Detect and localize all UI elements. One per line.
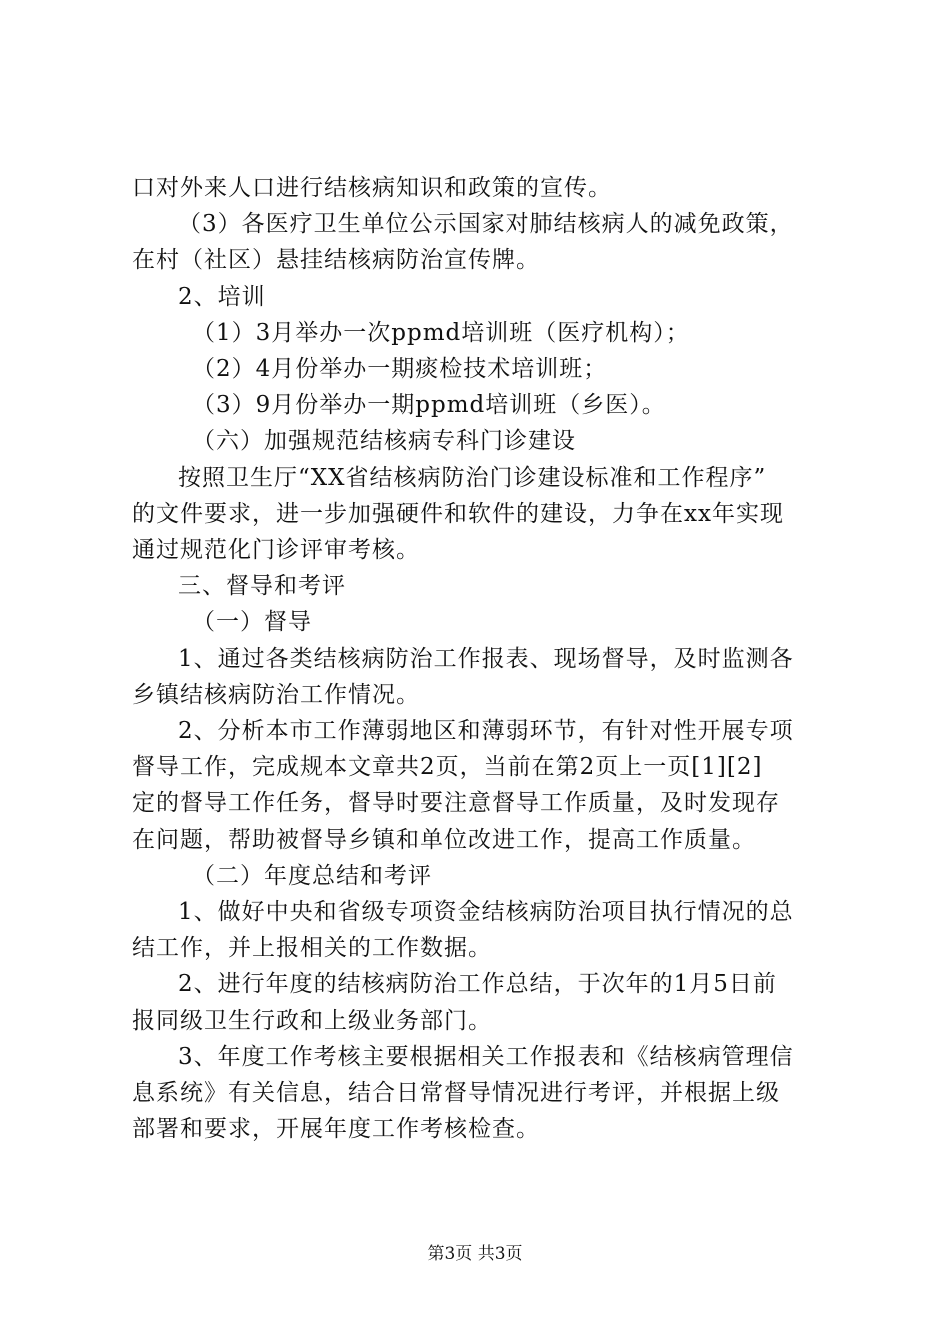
section-heading: （六）加强规范结核病专科门诊建设 [192, 428, 576, 455]
paragraph-line: 2、进行年度的结核病防治工作总结，于次年的1月5日前 [178, 971, 777, 998]
list-item: （2）4月份举办一期痰检技术培训班； [192, 356, 608, 383]
paragraph-line: 息系统》有关信息，结合日常督导情况进行考评，并根据上级 [132, 1080, 780, 1107]
paragraph-line: 口对外来人口进行结核病知识和政策的宣传。 [132, 175, 612, 201]
paragraph-line: 通过规范化门诊评审考核。 [132, 537, 420, 564]
paragraph-line: 的文件要求，进一步加强硬件和软件的建设，力争在xx年实现 [132, 500, 784, 527]
paragraph-line: 在问题，帮助被督导乡镇和单位改进工作，提高工作质量。 [132, 826, 756, 853]
paragraph-line: 1、做好中央和省级专项资金结核病防治项目执行情况的总 [178, 899, 794, 926]
paragraph-line: 督导工作，完成规本文章共2页，当前在第2页上一页[1][2] [132, 754, 763, 781]
list-item: （3）9月份举办一期ppmd培训班（乡医）。 [192, 392, 666, 419]
paragraph-line: （3）各医疗卫生单位公示国家对肺结核病人的减免政策， [178, 211, 794, 238]
paragraph-line: 2、分析本市工作薄弱地区和薄弱环节，有针对性开展专项 [178, 718, 794, 745]
paragraph-line: 定的督导工作任务，督导时要注意督导工作质量，及时发现存 [132, 790, 780, 817]
section-heading: （二）年度总结和考评 [192, 862, 432, 889]
paragraph-line: 部署和要求，开展年度工作考核检查。 [132, 1116, 540, 1143]
section-heading: 2、培训 [178, 283, 266, 310]
paragraph-line: 1、通过各类结核病防治工作报表、现场督导，及时监测各 [178, 645, 794, 672]
paragraph-line: 在村（社区）悬挂结核病防治宣传牌。 [132, 247, 540, 274]
page-number-label: 第3页 共3页 [427, 1244, 523, 1264]
paragraph-line: 报同级卫生行政和上级业务部门。 [132, 1007, 492, 1034]
paragraph-line: 结工作，并上报相关的工作数据。 [132, 935, 492, 962]
paragraph-line: 乡镇结核病防治工作情况。 [132, 681, 420, 708]
document-body [132, 170, 832, 1147]
page-footer [0, 1243, 950, 1265]
section-heading: 三、督导和考评 [178, 573, 346, 600]
paragraph-line: 3、年度工作考核主要根据相关工作报表和《结核病管理信 [178, 1043, 794, 1070]
section-heading: （一）督导 [192, 609, 312, 636]
paragraph-line: 按照卫生厅“XX省结核病防治门诊建设标准和工作程序” [178, 464, 767, 491]
list-item: （1）3月举办一次ppmd培训班（医疗机构）； [192, 319, 690, 346]
